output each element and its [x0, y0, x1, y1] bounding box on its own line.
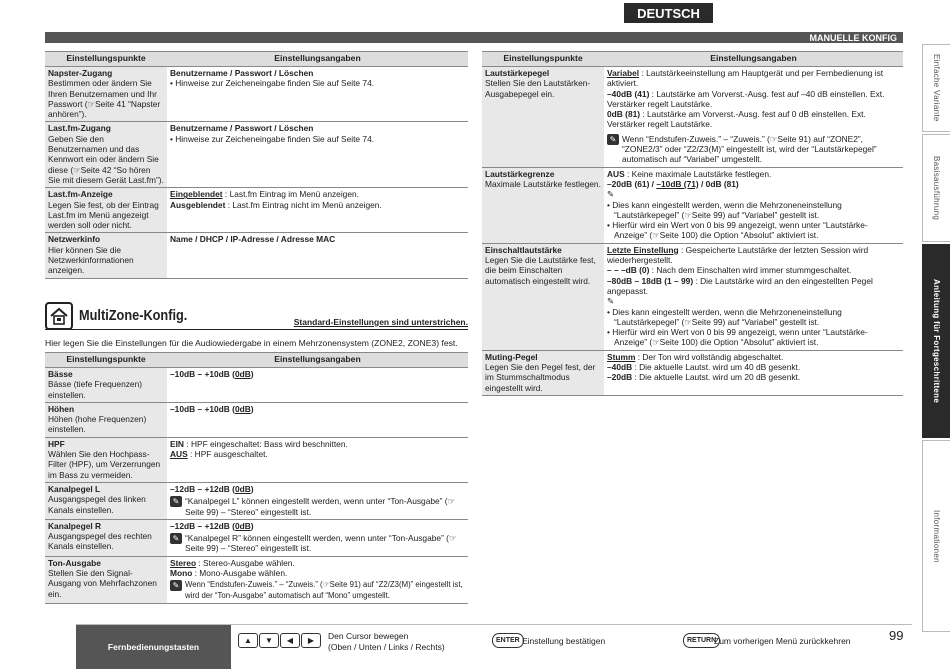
item-name: Kanalpegel R	[48, 520, 102, 531]
note-icon: ✎	[170, 496, 182, 507]
col-header: Einstellungsangaben	[167, 353, 468, 368]
item-desc: Stellen Sie den Signal-Ausgang von Mehrfachzonen ein.	[48, 568, 157, 599]
arrow-left-icon: ◀	[280, 633, 300, 648]
default-value: –10dB (71)	[656, 178, 699, 189]
range-value: –10dB – +10dB (	[170, 403, 235, 414]
option-name: Variabel	[607, 68, 640, 78]
item-name: Muting-Pegel	[485, 351, 538, 362]
option-text: : Keine maximale Lautstärke festlegen.	[624, 168, 772, 179]
table-row	[45, 437, 468, 482]
option-text: : Der Ton wird vollständig abgeschaltet.	[635, 351, 784, 362]
range-value: –10dB – +10dB (	[170, 369, 235, 379]
table-row	[482, 350, 903, 395]
option-name: AUS	[170, 449, 188, 460]
remote-keys-footer	[76, 624, 912, 672]
sidetab-label: Einfache Variante	[932, 54, 941, 122]
option-name: –80dB – 18dB (1 – 99)	[607, 275, 694, 286]
arrow-down-icon: ▼	[259, 633, 279, 648]
option-name: Letzte Einstellung	[607, 244, 679, 255]
table-row	[45, 67, 468, 122]
option-name: Stumm	[607, 351, 636, 362]
table-row	[45, 519, 468, 556]
item-desc: Ausgangspegel des rechten Kanals einstellen.	[48, 531, 152, 552]
item-desc: Ausgangspegel des linken Kanals einstellen.	[48, 494, 146, 515]
note-text: “Kanalpegel L” können eingestellt werden, wenn unter “Ton-Ausgabe” (☞Seite 99) – “Stereo” eingestellt ist.	[185, 496, 456, 517]
value-line: Benutzername / Passwort / Löschen	[170, 123, 314, 134]
table-row	[45, 556, 468, 603]
option-name: – – –dB (0)	[607, 265, 650, 276]
item-name: Einschaltlautstärke	[485, 244, 562, 255]
item-desc: Maximale Lautstärke festlegen.	[485, 178, 601, 189]
return-button-icon: RETURN	[683, 633, 720, 648]
col-header: Einstellungspunkte	[482, 52, 604, 67]
default-value: 0dB	[234, 369, 251, 379]
item-name: Lautstärkepegel	[485, 68, 550, 78]
table-row	[482, 243, 903, 350]
note-icon: ✎	[607, 134, 619, 145]
range-end: )	[250, 369, 254, 379]
table-row	[482, 67, 903, 168]
note-icon: ✎	[607, 296, 615, 307]
note-text: Wenn “Endstufen-Zuweis.” – “Zuweis.” (☞Seite 91) auf “ZONE2”, “ZONE2/3” oder “Z2/Z3(M)” eingestellt ist, wird der “Lautstärkepegel” automatisch auf “Variabel” umgestellt.	[622, 133, 877, 165]
note-icon: ✎	[607, 189, 615, 200]
bullet-note: • Hierfür wird ein Wert von 0 bis 99 angezeigt, wenn unter “Lautstärke-Anzeige” (☞Seite 100) die Option “Absolut” aktiviert ist.	[607, 220, 868, 241]
bullet-note: • Hinweise zur Zeicheneingabe finden Sie auf Seite 74.	[170, 78, 375, 89]
footer-label: Fernbedienungstasten	[76, 625, 231, 669]
section-header-bar: MANUELLE KONFIG	[45, 32, 903, 43]
default-note: Standard-Einstellungen sind unterstrichen.	[293, 317, 468, 327]
item-name: HPF	[48, 438, 65, 449]
col-header: Einstellungsangaben	[604, 52, 903, 67]
arrow-up-icon: ▲	[238, 633, 258, 648]
option-name: / 0dB (81)	[698, 178, 739, 189]
table-row	[45, 368, 468, 403]
cursor-line-1: Den Cursor bewegen	[328, 631, 409, 641]
sidetab-label: Basisausführung	[932, 155, 941, 221]
option-text: : Die aktuelle Lautst. wird um 20 dB gesenkt.	[632, 372, 801, 383]
item-desc: Bestimmen oder ändern Sie Ihren Benutzernamen und Ihr Passwort (☞Seite 41 “Napster anhören”).	[48, 78, 161, 120]
option-name: –20dB	[607, 372, 633, 383]
table-row	[45, 402, 468, 437]
option-text: : Die Lautstärke wird an den eingestellten Pegel angepasst.	[607, 275, 873, 296]
option-text: : Die aktuelle Lautst. wird um 40 dB gesenkt.	[632, 362, 801, 373]
note-text: Wenn “Endstufen-Zuweis.” – “Zuweis.” (☞Seite 91) auf “Z2/Z3(M)” eingestellt ist, wird der “Ton-Ausgabe” automatisch auf “Mono” umgestellt.	[185, 580, 463, 600]
item-name: Höhen	[48, 403, 75, 414]
bullet-note: • Dies kann eingestellt werden, wenn die Mehrzoneneinstellung “Lautstärkepegel” (☞Seite 99) auf “Variabel” gestellt ist.	[607, 199, 842, 220]
item-desc: Bässe (tiefe Frequenzen) einstellen.	[48, 379, 143, 400]
option-name: –20dB (61) /	[607, 178, 657, 189]
option-text: : Last.fm Eintrag im Menü anzeigen.	[222, 189, 359, 200]
col-header: Einstellungsangaben	[167, 52, 468, 67]
bullet-note: • Hinweise zur Zeicheneingabe finden Sie auf Seite 74.	[170, 133, 375, 144]
item-desc: Wählen Sie den Hochpass-Filter (HPF), um Verzerrungen im Bass zu vermeiden.	[48, 449, 161, 480]
note-icon: ✎	[170, 580, 182, 591]
house-icon	[45, 302, 73, 330]
table-row	[45, 188, 468, 233]
section-intro: Hier legen Sie die Einstellungen für die Audiowiedergabe in einem Mehrzonensystem (ZONE2, ZONE3) fest.	[45, 338, 458, 348]
value-line: Name / DHCP / IP-Adresse / Adresse MAC	[170, 234, 336, 245]
item-desc: Geben Sie den Benutzernamen und das Kennwort ein oder ändern Sie diese (☞Seite 42 “So hören Sie mit diesem Gerät Last.fm”).	[48, 133, 164, 185]
option-text: : Nach dem Einschalten wird immer stummgeschaltet.	[649, 265, 852, 276]
item-desc: Legen Sie den Pegel fest, der im Stummschaltmodus eingestellt wird.	[485, 362, 596, 393]
item-desc: Legen Sie fest, ob der Eintrag Last.fm im Menü angezeigt werden soll oder nicht.	[48, 199, 159, 231]
option-text: : HPF ausgeschaltet.	[187, 449, 268, 460]
sidetab-informationen[interactable]	[922, 440, 950, 632]
sidetab-fortgeschrittene[interactable]	[922, 244, 950, 438]
sidetab-einfache-variante[interactable]	[922, 44, 950, 132]
option-name: Eingeblendet	[170, 189, 223, 200]
item-desc: Hier können Sie die Netzwerkinformationen anzeigen.	[48, 244, 134, 276]
volume-settings-table	[482, 51, 903, 396]
item-name: Netzwerkinfo	[48, 234, 101, 245]
sidetab-label: Anleitung für Fortgeschrittene	[932, 278, 941, 404]
section-title: MultiZone-Konfig.	[79, 307, 188, 324]
option-name: AUS	[607, 168, 625, 179]
language-tab: DEUTSCH	[624, 3, 713, 23]
default-value: 0dB	[234, 403, 251, 414]
bullet-note: • Dies kann eingestellt werden, wenn die Mehrzoneneinstellung “Lautstärkepegel” (☞Seite 99) auf “Variabel” gestellt ist.	[607, 306, 842, 327]
option-text: : Stereo-Ausgabe wählen.	[196, 557, 295, 568]
enter-text: Einstellung bestätigen	[522, 636, 606, 646]
table-row	[45, 482, 468, 519]
option-text: : Last.fm Eintrag nicht im Menü anzeigen.	[225, 199, 382, 210]
col-header: Einstellungspunkte	[45, 353, 167, 368]
bullet-note: • Hierfür wird ein Wert von 0 bis 99 angezeigt, wenn unter “Lautstärke-Anzeige” (☞Seite 100) die Option “Absolut” aktiviert ist.	[607, 327, 868, 348]
page-number: 99	[889, 628, 904, 643]
range-end: )	[250, 483, 254, 494]
option-name: –40dB (41)	[607, 88, 650, 99]
item-name: Last.fm-Zugang	[48, 123, 111, 134]
arrow-right-icon: ▶	[301, 633, 321, 648]
option-name: 0dB (81)	[607, 109, 641, 120]
multizone-table	[45, 352, 468, 604]
return-text: Zum vorherigen Menü zurückkehren	[714, 636, 851, 646]
table-row	[45, 122, 468, 188]
item-name: Ton-Ausgabe	[48, 557, 101, 568]
option-text: : Mono-Ausgabe wählen.	[192, 568, 288, 579]
col-header: Einstellungspunkte	[45, 52, 167, 67]
option-text: : Lautstärke am Vorverst.-Ausg. fest auf –40 dB einstellen. Ext. Verstärker regelt Lautstärke.	[607, 88, 885, 109]
cursor-text	[328, 631, 445, 653]
range-end: )	[250, 403, 254, 414]
option-text: : HPF eingeschaltet: Bass wird beschnitten.	[183, 438, 348, 449]
note-icon: ✎	[170, 533, 182, 544]
item-desc: Höhen (hohe Frequenzen) einstellen.	[48, 414, 147, 435]
note-text: “Kanalpegel R” können eingestellt werden, wenn unter “Ton-Ausgabe” (☞Seite 99) – “Stereo” eingestellt ist.	[185, 533, 457, 554]
option-name: Stereo	[170, 557, 197, 568]
value-line: Benutzername / Passwort / Löschen	[170, 68, 314, 78]
cursor-buttons	[238, 633, 321, 648]
option-text: : Lautstärkeeinstellung am Hauptgerät und per Fernbedienung ist aktiviert.	[607, 68, 884, 89]
range-value: –12dB – +12dB (	[170, 520, 235, 531]
item-name: Last.fm-Anzeige	[48, 189, 113, 200]
network-settings-table	[45, 51, 468, 279]
table-row	[482, 167, 903, 243]
default-value: 0dB	[234, 483, 251, 494]
default-value: 0dB	[234, 520, 251, 531]
sidetab-basisausfuehrung[interactable]	[922, 134, 950, 242]
range-value: –12dB – +12dB (	[170, 483, 235, 494]
option-name: Ausgeblendet	[170, 199, 226, 210]
option-name: EIN	[170, 438, 184, 449]
option-name: –40dB	[607, 362, 633, 373]
item-name: Lautstärkegrenze	[485, 168, 555, 179]
item-desc: Legen Sie die Lautstärke fest, die beim Einschalten automatisch eingestellt wird.	[485, 255, 596, 286]
sidetab-label: Informationen	[932, 509, 941, 563]
option-text: : Gespeicherte Lautstärke der letzten Session wird wiederhergestellt.	[607, 244, 869, 266]
cursor-line-2: (Oben / Unten / Links / Rechts)	[328, 642, 445, 652]
option-name: Mono	[170, 568, 193, 579]
table-row	[45, 233, 468, 278]
item-name: Kanalpegel L	[48, 483, 101, 494]
item-name: Bässe	[48, 369, 73, 379]
option-text: : Lautstärke am Vorverst.-Ausg. fest auf 0 dB einstellen. Ext. Verstärker regelt Lautstärke.	[607, 109, 866, 130]
item-desc: Stellen Sie den Lautstärken-Ausgabepegel ein.	[485, 78, 591, 99]
item-name: Napster-Zugang	[48, 68, 113, 78]
enter-button-icon: ENTER	[492, 633, 524, 648]
multizone-section-header	[45, 302, 468, 330]
range-end: )	[250, 520, 254, 531]
